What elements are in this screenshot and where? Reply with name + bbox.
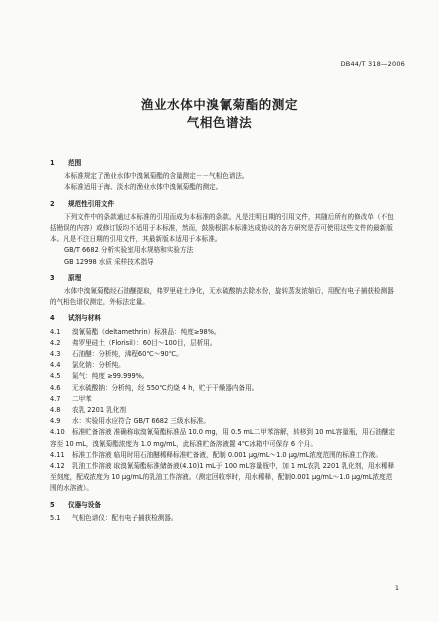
list-item: 4.12 乳油工作溶液 取溴氰菊酯标准储备液(4.10)1 mL于 100 mL容量瓶中，加 1 mL农乳 2201 乳化剂，用水稀释至刻度，配成浓度为 10 μg/mL的乳油工作溶液。（测定回收率时，用水稀释，配制0.001 μg/mL～1.0 μg/mL浓度范围的水溶液）。	[50, 462, 395, 493]
document-subtitle: 气相色谱法	[186, 115, 253, 130]
list-item: 4.7 二甲苯	[50, 394, 92, 403]
section-heading-apparatus: 5 仪器与设备	[50, 500, 101, 509]
paragraph: 本标准规定了渔业水体中溴氰菊酯的含量测定－－气相色谱法。	[64, 172, 249, 181]
paragraph: 水体中溴氰菊酯经石油醚提取，弗罗里硅土净化，无水硫酸钠去除水份，旋转蒸发浓缩后，用配有电子捕获检测器的气相色谱仪测定，外标法定量。	[50, 287, 394, 307]
section-heading-principle: 3 原理	[50, 273, 82, 282]
document-title: 渔业水体中溴氰菊酯的测定	[140, 97, 299, 112]
document-code: DB44/T 318—2006	[340, 60, 405, 68]
section-heading-normative-references: 2 规范性引用文件	[50, 199, 115, 208]
document-body	[50, 158, 398, 524]
list-item: 4.2 弗罗里硅土（Florisil）：60目～100目，层析用。	[50, 338, 217, 347]
page-number: 1	[394, 584, 399, 592]
reference-item: GB/T 6682 分析实验室用水规格和实验方法	[64, 246, 194, 255]
reference-item: GB 12998 水质 采样技术指导	[64, 257, 154, 266]
list-item: 4.11 标准工作溶液 临用时用石油醚稀释标准贮备液，配制 0.001 μg/mL～1.0 μg/mL浓度范围的标准工作液。	[50, 450, 382, 459]
list-item: 4.10 标准贮备溶液 准确称取溴氰菊酯标准品 10.0 mg，用 0.5 mL二甲苯溶解，转移到 10 mL容量瓶，用石油醚定容至 10 mL，溴氰菊酯浓度为 1.0 mg/mL，此标准贮备溶液置 4℃冰箱中可保存 6 个月。	[50, 428, 395, 448]
list-item: 4.9 水：实验用水应符合 GB/T 6682 三级水标准。	[50, 417, 210, 426]
list-item: 4.8 农乳 2201 乳化剂	[50, 406, 126, 415]
list-item: 4.1 溴氰菊酯（deltamethrin）标准品：纯度≥98%。	[50, 327, 221, 336]
paragraph: 下列文件中的条款通过本标准的引用而成为本标准的条款。凡是注明日期的引用文件，其随后所有的修改单（不包括勘误的内容）或修订版均不适用于本标准，然而，鼓励根据本标准达成协议的各方研究是否可使用这些文件的最新版本。凡是不注日期的引用文件，其最新版本适用于本标准。	[50, 212, 394, 244]
list-item: 4.3 石油醚：分析纯，沸程60℃～90℃。	[50, 350, 183, 359]
list-item: 4.6 无水硫酸钠：分析纯，经 550℃灼烧 4 h，贮于干燥器内备用。	[50, 383, 259, 392]
list-item: 4.4 氯化钠：分析纯。	[50, 361, 125, 370]
section-heading-scope: 1 范围	[50, 159, 82, 167]
section-heading-reagents: 4 试剂与材料	[50, 314, 101, 323]
paragraph: 本标准适用于海、淡水的渔业水体中溴氰菊酯的测定。	[64, 183, 223, 192]
list-item: 5.1 气相色谱仪：配有电子捕获检测器。	[50, 513, 178, 522]
list-item: 4.5 氮气：纯度 ≥99.999%。	[50, 372, 149, 381]
